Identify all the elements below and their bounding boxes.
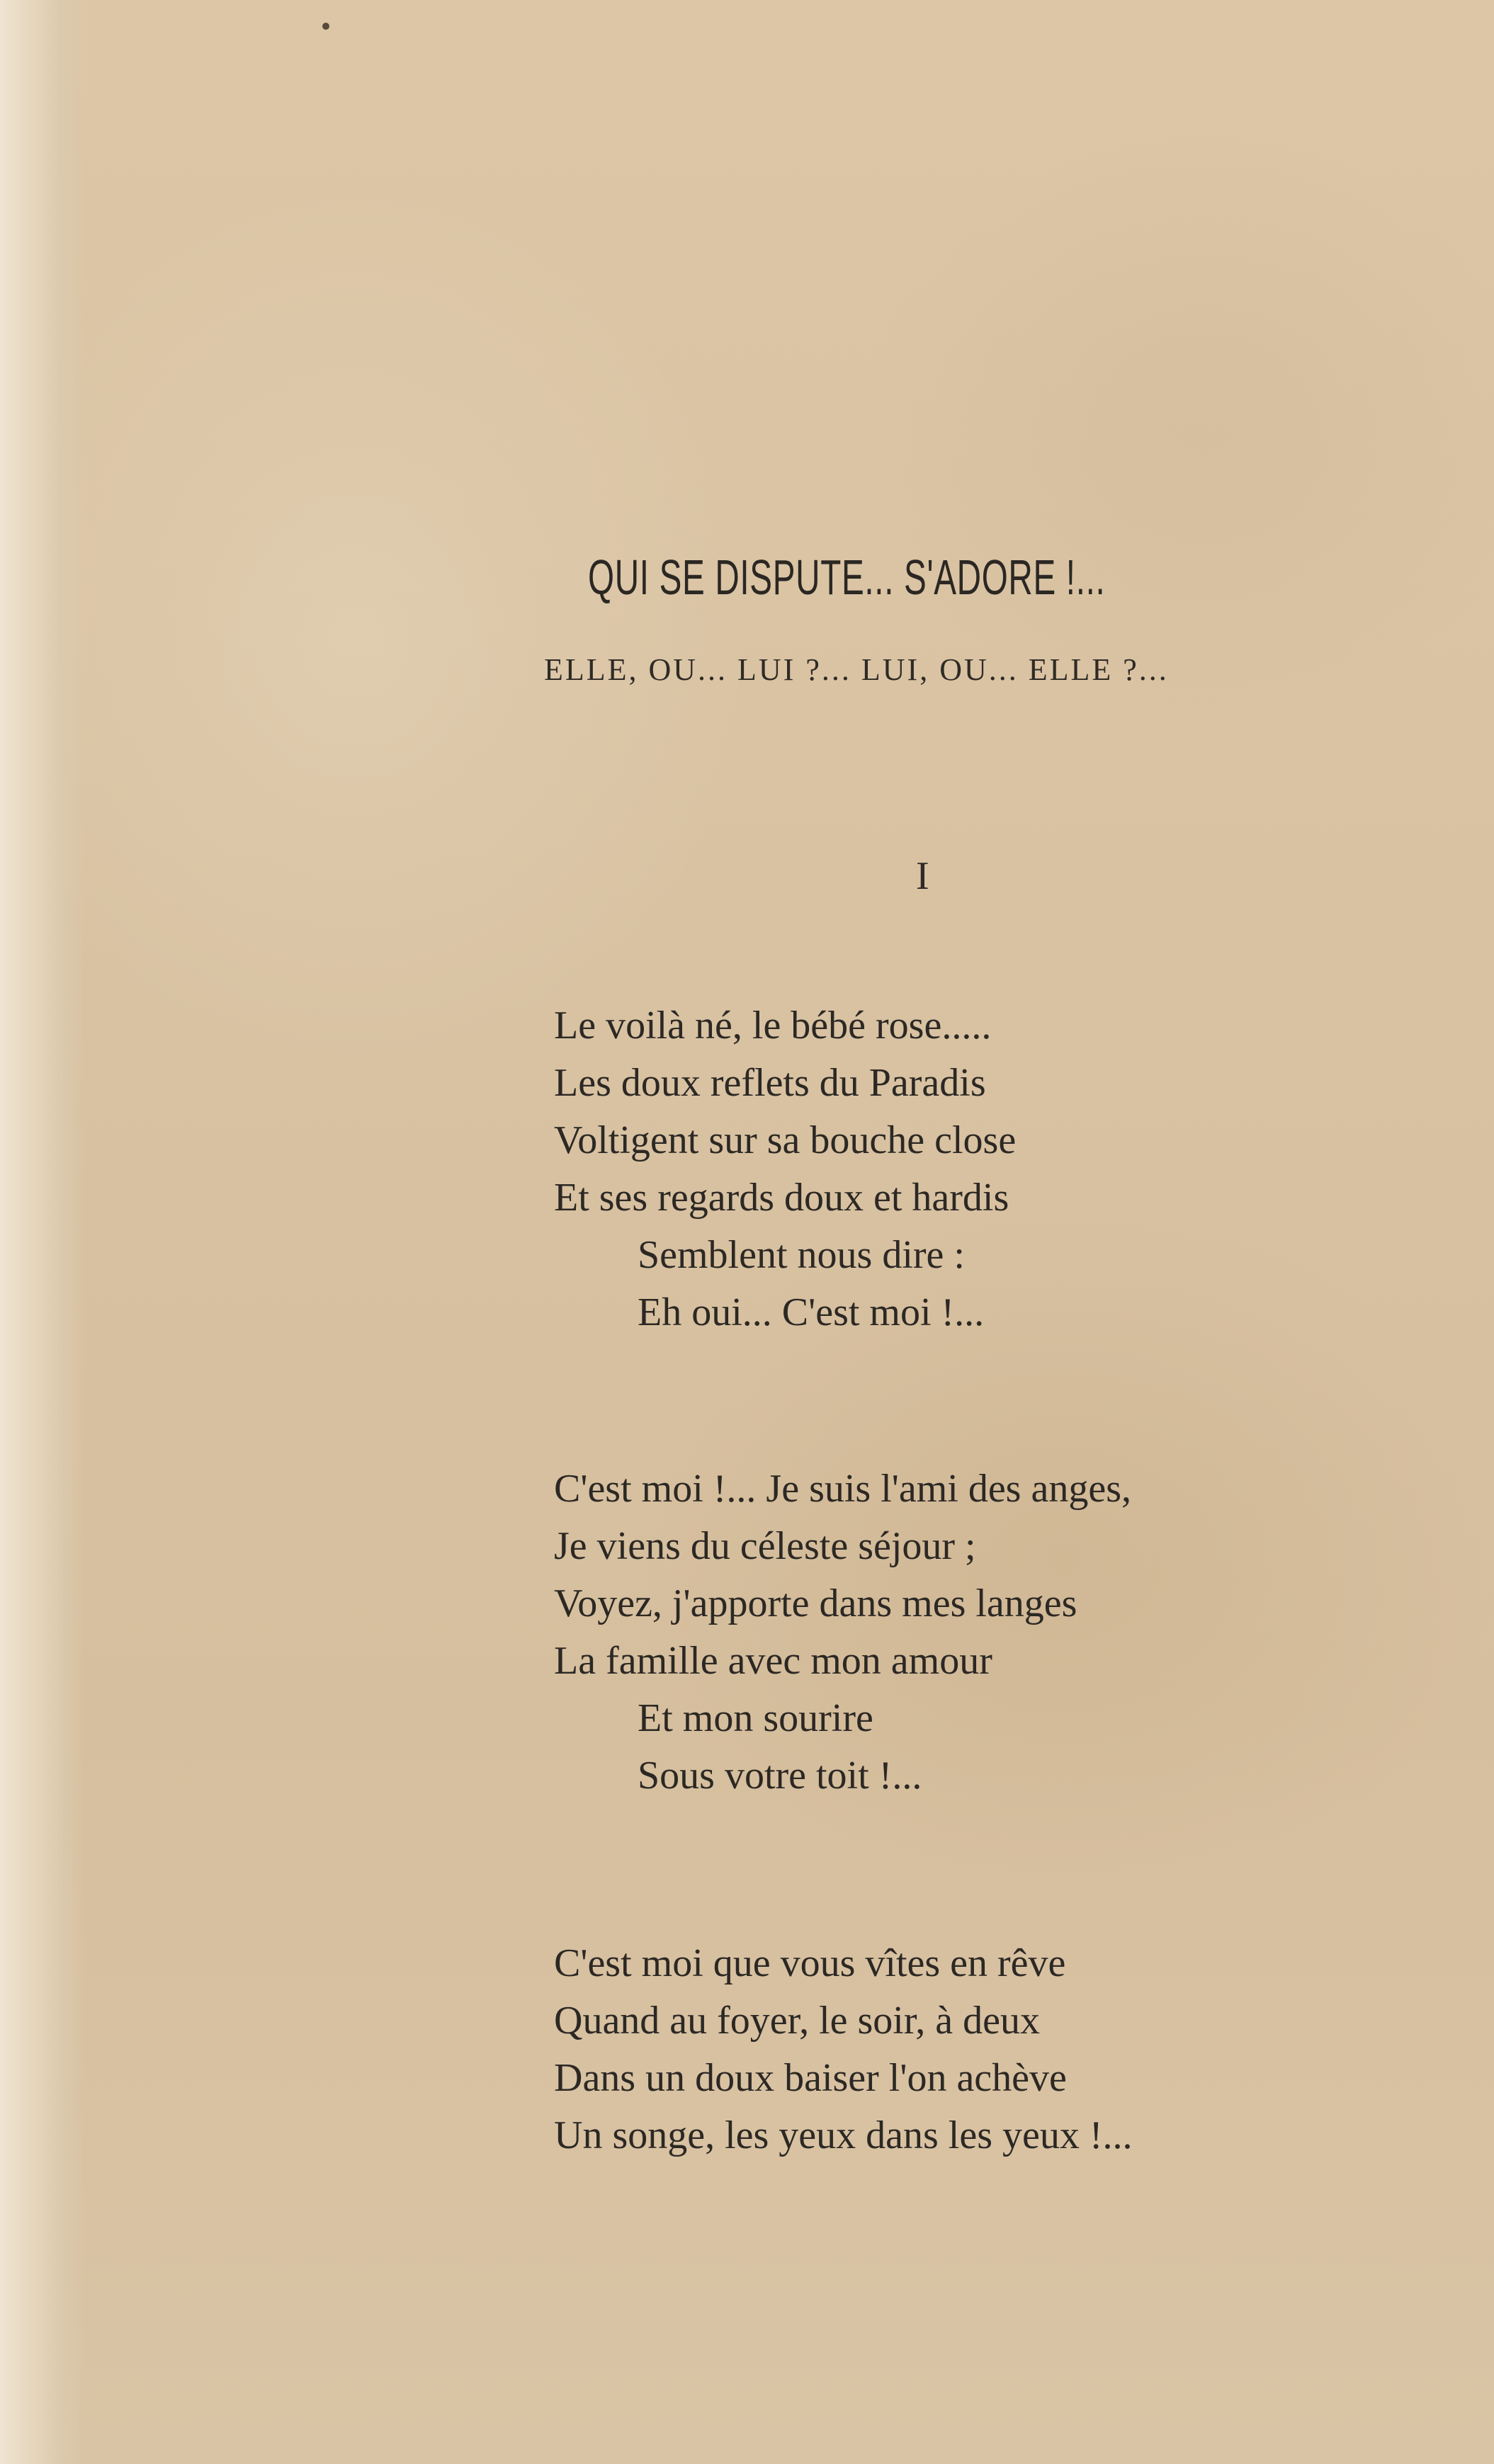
verse-line: Quand au foyer, le soir, à deux (554, 1999, 1040, 2043)
verse-line-indented: Et mon sourire (638, 1696, 873, 1740)
verse-line-indented: Eh oui... C'est moi !... (638, 1290, 985, 1334)
verse-line: Voltigent sur sa bouche close (554, 1118, 1017, 1162)
verse-line-indented: Semblent nous dire : (638, 1233, 965, 1277)
verse-line: La famille avec mon amour (554, 1639, 992, 1683)
binding-edge (0, 0, 85, 2464)
verse-line: C'est moi que vous vîtes en rêve (554, 1941, 1066, 1985)
verse-line: Les doux reflets du Paradis (554, 1061, 986, 1105)
verse-line: Voyez, j'apporte dans mes langes (554, 1582, 1077, 1625)
poem-title: QUI SE DISPUTE... S'ADORE !... (588, 550, 1106, 605)
ink-speck (322, 23, 329, 30)
stanza-1 (554, 997, 1016, 1341)
verse-line-indented: Sous votre toit !... (638, 1754, 922, 1798)
stanza-3 (554, 1935, 1133, 2164)
verse-line: C'est moi !... Je suis l'ami des anges, (554, 1467, 1131, 1511)
stanza-2 (554, 1460, 1131, 1805)
verse-line: Je viens du céleste séjour ; (554, 1524, 976, 1568)
verse-line: Le voilà né, le bébé rose..... (554, 1004, 992, 1048)
section-number: I (916, 854, 929, 898)
verse-line: Un songe, les yeux dans les yeux !... (554, 2113, 1133, 2157)
verse-line: Et ses regards doux et hardis (554, 1176, 1009, 1220)
poem-subtitle: ELLE, OU... LUI ?... LUI, OU... ELLE ?... (544, 652, 1169, 687)
verse-line: Dans un doux baiser l'on achève (554, 2056, 1067, 2100)
